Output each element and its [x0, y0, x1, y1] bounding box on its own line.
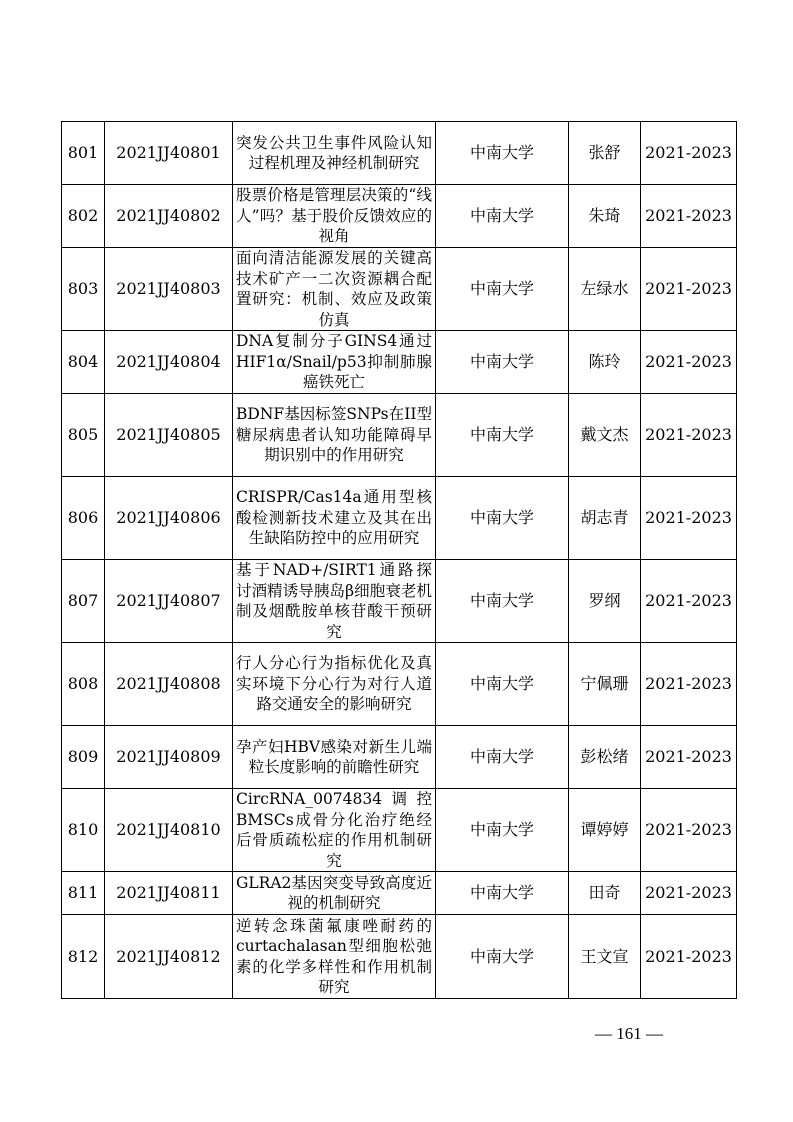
- project-period: 2021-2023: [641, 394, 737, 477]
- table-row: [62, 872, 737, 915]
- row-index: 805: [62, 394, 105, 477]
- table-row: [62, 185, 737, 248]
- row-index: 812: [62, 915, 105, 999]
- institution: 中南大学: [436, 331, 569, 394]
- project-title: GLRA2基因突变导致高度近视的机制研究: [233, 872, 436, 915]
- project-title: DNA复制分子GINS4通过HIF1α/Snail/p53抑制肺腺癌铁死亡: [233, 331, 436, 394]
- project-period: 2021-2023: [641, 643, 737, 726]
- principal-investigator: 罗纲: [569, 560, 641, 643]
- project-code: 2021JJ40809: [105, 726, 233, 789]
- project-title: 基于NAD+/SIRT1通路探讨酒精诱导胰岛β细胞衰老机制及烟酰胺单核苷酸干预研究: [233, 560, 436, 643]
- institution: 中南大学: [436, 122, 569, 185]
- project-title: BDNF基因标签SNPs在II型糖尿病患者认知功能障碍早期识别中的作用研究: [233, 394, 436, 477]
- institution: 中南大学: [436, 726, 569, 789]
- table-row: [62, 789, 737, 872]
- table-row: [62, 915, 737, 999]
- project-code: 2021JJ40804: [105, 331, 233, 394]
- project-period: 2021-2023: [641, 789, 737, 872]
- principal-investigator: 朱琦: [569, 185, 641, 248]
- principal-investigator: 宁佩珊: [569, 643, 641, 726]
- project-period: 2021-2023: [641, 477, 737, 560]
- project-code: 2021JJ40807: [105, 560, 233, 643]
- row-index: 811: [62, 872, 105, 915]
- project-code: 2021JJ40810: [105, 789, 233, 872]
- project-period: 2021-2023: [641, 331, 737, 394]
- principal-investigator: 王文宣: [569, 915, 641, 999]
- project-title: 股票价格是管理层决策的“线人”吗？基于股价反馈效应的视角: [233, 185, 436, 248]
- table-row: [62, 331, 737, 394]
- row-index: 803: [62, 248, 105, 331]
- principal-investigator: 胡志青: [569, 477, 641, 560]
- institution: 中南大学: [436, 560, 569, 643]
- principal-investigator: 彭松绪: [569, 726, 641, 789]
- project-code: 2021JJ40806: [105, 477, 233, 560]
- row-index: 809: [62, 726, 105, 789]
- table-row: [62, 477, 737, 560]
- project-period: 2021-2023: [641, 915, 737, 999]
- row-index: 802: [62, 185, 105, 248]
- principal-investigator: 谭婷婷: [569, 789, 641, 872]
- principal-investigator: 陈玲: [569, 331, 641, 394]
- row-index: 801: [62, 122, 105, 185]
- institution: 中南大学: [436, 185, 569, 248]
- institution: 中南大学: [436, 915, 569, 999]
- principal-investigator: 戴文杰: [569, 394, 641, 477]
- project-period: 2021-2023: [641, 872, 737, 915]
- project-period: 2021-2023: [641, 185, 737, 248]
- principal-investigator: 左绿水: [569, 248, 641, 331]
- project-period: 2021-2023: [641, 248, 737, 331]
- project-table: [61, 121, 737, 999]
- project-code: 2021JJ40801: [105, 122, 233, 185]
- project-title: 逆转念珠菌氟康唑耐药的curtachalasan型细胞松弛素的化学多样性和作用机制研究: [233, 915, 436, 999]
- institution: 中南大学: [436, 789, 569, 872]
- project-period: 2021-2023: [641, 726, 737, 789]
- principal-investigator: 张舒: [569, 122, 641, 185]
- row-index: 808: [62, 643, 105, 726]
- project-code: 2021JJ40805: [105, 394, 233, 477]
- principal-investigator: 田奇: [569, 872, 641, 915]
- project-code: 2021JJ40808: [105, 643, 233, 726]
- institution: 中南大学: [436, 643, 569, 726]
- project-period: 2021-2023: [641, 560, 737, 643]
- project-title: 突发公共卫生事件风险认知过程机理及神经机制研究: [233, 122, 436, 185]
- page-number: — 161 —: [595, 1024, 663, 1043]
- project-title: 孕产妇HBV感染对新生儿端粒长度影响的前瞻性研究: [233, 726, 436, 789]
- table-row: [62, 560, 737, 643]
- table-row: [62, 248, 737, 331]
- project-title: 行人分心行为指标优化及真实环境下分心行为对行人道路交通安全的影响研究: [233, 643, 436, 726]
- table-row: [62, 122, 737, 185]
- project-title: 面向清洁能源发展的关键高技术矿产一二次资源耦合配置研究：机制、效应及政策仿真: [233, 248, 436, 331]
- row-index: 807: [62, 560, 105, 643]
- row-index: 810: [62, 789, 105, 872]
- project-code: 2021JJ40811: [105, 872, 233, 915]
- row-index: 806: [62, 477, 105, 560]
- project-code: 2021JJ40812: [105, 915, 233, 999]
- project-code: 2021JJ40802: [105, 185, 233, 248]
- table-row: [62, 726, 737, 789]
- row-index: 804: [62, 331, 105, 394]
- table-row: [62, 643, 737, 726]
- project-code: 2021JJ40803: [105, 248, 233, 331]
- institution: 中南大学: [436, 872, 569, 915]
- table-row: [62, 394, 737, 477]
- institution: 中南大学: [436, 248, 569, 331]
- project-title: CircRNA_0074834调控BMSCs成骨分化治疗绝经后骨质疏松症的作用机制研究: [233, 789, 436, 872]
- project-title: CRISPR/Cas14a通用型核酸检测新技术建立及其在出生缺陷防控中的应用研究: [233, 477, 436, 560]
- project-period: 2021-2023: [641, 122, 737, 185]
- institution: 中南大学: [436, 477, 569, 560]
- institution: 中南大学: [436, 394, 569, 477]
